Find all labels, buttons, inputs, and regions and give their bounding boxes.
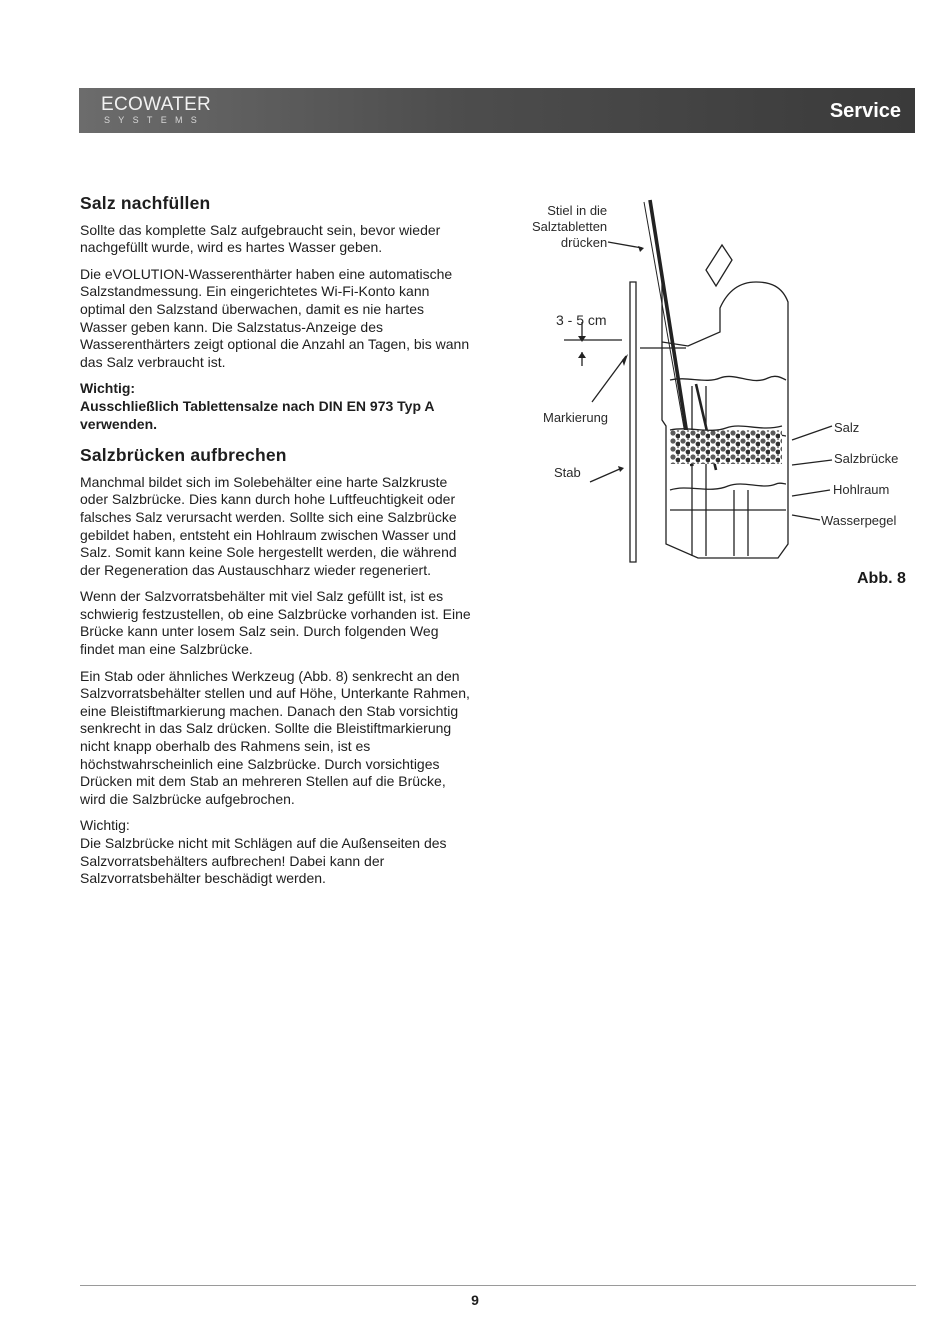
section-heading-salt-refill: Salz nachfüllen [80,193,211,213]
label-distance: 3 - 5 cm [556,312,607,328]
figure-salt-bridge-diagram [520,190,920,590]
paragraph: Wenn der Salzvorratsbehälter mit viel Salz gefüllt ist, ist es schwierig festzustellen, ob eine Salzbrücke vorhanden ist. Eine Brücke kann unter losem Salz sein. Durch folgenden Weg findet man eine Salzbrücke. [80,588,471,658]
section-title: Service [829,100,901,122]
label-stab: Stab [554,465,581,480]
label-salzbruecke: Salzbrücke [834,451,899,466]
brand-logo-text: ECOWATER [101,94,212,115]
paragraph: Ein Stab oder ähnliches Werkzeug (Abb. 8) senkrecht an den Salzvorratsbehälter stellen und auf Höhe, Unterkante Rahmen, eine Bleistiftmarkierung machen. Danach den Stab vorsichtig senkrecht in das Salz drücken. Sollte die Bleistiftmarkierung nicht knapp oberhalb des Rahmens sein, ist es höchstwahrscheinlich eine Salzbrücke. Durch vorsichtiges Drücken mit dem Stab an mehreren Stellen auf die Brücke, wird die Salzbrücke aufgebrochen. [80,667,470,807]
label-wasserpegel: Wasserpegel [821,513,897,528]
main-text-column [80,195,474,897]
important-label: Wichtig: [80,817,130,834]
label-stiel: Stiel in die Salztabletten drücken [532,203,608,250]
paragraph: Sollte das komplette Salz aufgebraucht sein, bevor wieder nachgefüllt wurde, wird es hartes Wasser geben. [80,221,441,256]
paragraph: Die eVOLUTION-Wasserenthärter haben eine automatische Salzstandmessung. Ein eingerichtetes Wi-Fi-Konto kann optimal den Salzstand überwachen, damit es nie hartes Wasser geben kann. Die Salzstatus-Anzeige des Wasserenthärters zeigt optional die Anzahl an Tagen, bis wann das Salz verbraucht ist. [80,265,470,370]
section-heading-salt-bridge: Salzbrücken aufbrechen [80,445,287,466]
page-header-bar [79,88,915,133]
important-note: Ausschließlich Tablettensalze nach DIN EN 973 Typ A verwenden. [80,397,434,432]
brand-logo-subtext: SYSTEMS [104,115,206,125]
important-note: Die Salzbrücke nicht mit Schlägen auf die Außenseiten des Salzvorratsbehälters aufbrechen! Dabei kann der Salzvorratsbehälter beschädigt werden. [80,835,447,887]
label-hohlraum: Hohlraum [833,482,890,497]
page-number: 9 [471,1292,479,1308]
paragraph: Manchmal bildet sich im Solebehälter eine harte Salzkruste oder Salzbrücke. Dies kann durch hohe Luftfeuchtigkeit oder falsches Salz verursacht werden. Sollte sich eine Salzbrücke gebildet haben, entsteht ein Hohlraum zwischen Wasser und Salz. Somit kann keine Sole hergestellt werden, die während der Regeneration das Austauschharz wieder regeneriert. [80,473,457,578]
label-markierung: Markierung [543,410,609,425]
label-salz: Salz [834,420,860,435]
figure-caption: Abb. 8 [857,570,906,587]
footer-divider [80,1285,916,1286]
important-label: Wichtig: [80,380,136,397]
